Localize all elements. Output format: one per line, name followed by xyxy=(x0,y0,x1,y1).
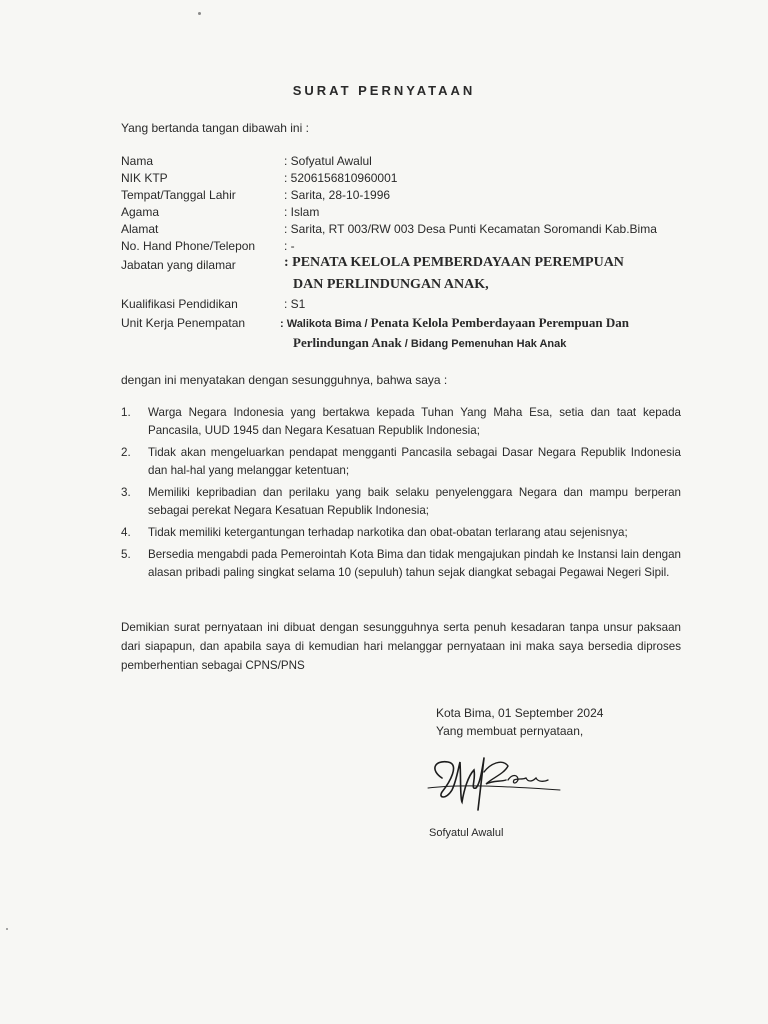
field-value-unit-line2 xyxy=(293,335,566,351)
intro-text: Yang bertanda tangan dibawah ini : xyxy=(121,121,309,135)
field-label-hp: No. Hand Phone/Telepon xyxy=(121,239,256,253)
field-label-agama: Agama xyxy=(121,205,160,219)
unit-line1-part-b: Penata Kelola Pemberdayaan Perempuan Dan xyxy=(370,315,629,330)
field-label-unit: Unit Kerja Penempatan xyxy=(121,316,246,330)
maker-label: Yang membuat pernyataan, xyxy=(436,724,584,738)
field-label-nama: Nama xyxy=(121,154,154,168)
list-item xyxy=(121,484,681,520)
signature-graphic xyxy=(420,740,570,820)
field-label-kualifikasi: Kualifikasi Pendidikan xyxy=(121,297,238,311)
field-value-agama: : Islam xyxy=(284,205,320,219)
field-value-ttl: : Sarita, 28-10-1996 xyxy=(284,188,391,202)
unit-line2-part-b: / Bidang Pemenuhan Hak Anak xyxy=(401,338,567,350)
list-item xyxy=(121,546,681,582)
list-item xyxy=(121,444,681,480)
list-item-number: 1. xyxy=(121,406,131,419)
closing-paragraph: Demikian surat pernyataan ini dibuat dengan sesungguhnya serta penuh kesadaran tanpa unsur paksaan dari siapapun, dan apabila saya di kemudian hari melanggar pernyataan ini maka saya bersedia diproses pemberhentian sebagai CPNS/PNS xyxy=(121,621,681,672)
field-value-unit-line1 xyxy=(280,315,629,331)
document-title: SURAT PERNYATAAN xyxy=(292,83,476,98)
list-item xyxy=(121,404,681,440)
list-item-number: 4. xyxy=(121,526,131,539)
field-value-hp: : - xyxy=(284,239,295,253)
list-item-number: 5. xyxy=(121,548,131,561)
field-value-jabatan-line1: : PENATA KELOLA PEMBERDAYAAN PEREMPUAN xyxy=(284,255,624,270)
list-item-text: Bersedia mengabdi pada Pemerointah Kota Bima dan tidak mengajukan pindah ke Instansi lain dengan alasan pribadi paling singkat selama 10 (sepuluh) tahun sejak diangkat sebagai Pegawai Negeri Sipil. xyxy=(148,548,681,579)
scan-speck xyxy=(198,12,201,15)
list-item-text: Tidak akan mengeluarkan pendapat mengganti Pancasila sebagai Dasar Negara Republik Indonesia dan hal-hal yang melanggar ketentuan; xyxy=(148,446,681,477)
field-label-ttl: Tempat/Tanggal Lahir xyxy=(121,188,236,202)
field-label-jabatan: Jabatan yang dilamar xyxy=(121,258,236,272)
list-item-text: Memiliki kepribadian dan perilaku yang baik selaku penyelenggara Negara dan mampu berperan sebagai perekat Negara Kesatuan Republik Indonesia; xyxy=(148,486,681,517)
scan-speck xyxy=(6,928,8,930)
statement-text: dengan ini menyatakan dengan sesungguhnya, bahwa saya : xyxy=(121,373,448,387)
list-item-number: 3. xyxy=(121,486,131,499)
list-item-text: Tidak memiliki ketergantungan terhadap narkotika dan obat-obatan terlarang atau sejenisnya; xyxy=(148,526,628,539)
list-item-text: Warga Negara Indonesia yang bertakwa kepada Tuhan Yang Maha Esa, setia dan taat kepada Pancasila, UUD 1945 dan Negara Kesatuan Republik Indonesia; xyxy=(148,406,681,437)
declaration-list xyxy=(121,404,681,586)
place-date: Kota Bima, 01 September 2024 xyxy=(436,706,604,720)
field-value-alamat: : Sarita, RT 003/RW 003 Desa Punti Kecamatan Soromandi Kab.Bima xyxy=(284,222,657,236)
unit-line2-part-a: Perlindungan Anak xyxy=(293,335,402,350)
field-value-nama: : Sofyatul Awalul xyxy=(284,154,372,168)
list-item xyxy=(121,524,681,542)
unit-line1-part-a: : Walikota Bima / xyxy=(280,318,371,330)
field-value-jabatan-line2: DAN PERLINDUNGAN ANAK, xyxy=(293,277,489,292)
field-label-nik: NIK KTP xyxy=(121,171,168,185)
field-value-nik: : 5206156810960001 xyxy=(284,171,398,185)
signer-name: Sofyatul Awalul xyxy=(429,827,504,839)
field-value-kualifikasi: : S1 xyxy=(284,297,306,311)
list-item-number: 2. xyxy=(121,446,131,459)
field-label-alamat: Alamat xyxy=(121,222,159,236)
